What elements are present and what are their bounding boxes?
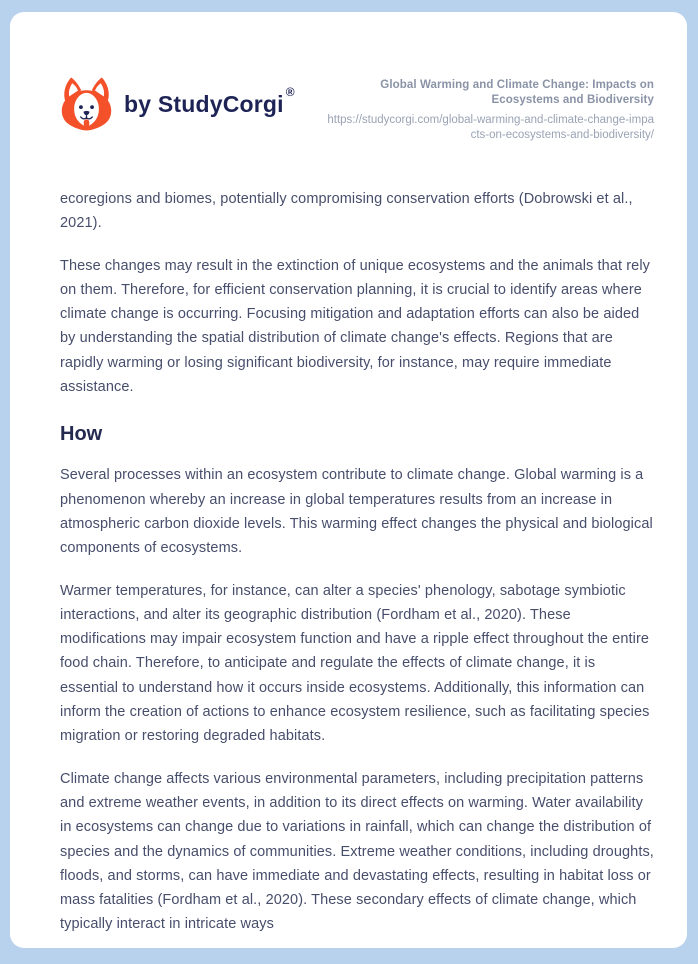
paragraph-conservation-efforts: ecoregions and biomes, potentially compromising conservation efforts (Dobrowski et al., 2021). — [60, 191, 633, 232]
registered-trademark-symbol: ® — [285, 85, 295, 99]
section-heading-how: How — [60, 423, 103, 446]
document-header — [60, 72, 654, 143]
studycorgi-logo — [60, 76, 295, 133]
document-card — [10, 12, 687, 948]
corgi-logo-icon — [60, 76, 113, 133]
document-body — [60, 187, 654, 937]
document-title: Global Warming and Climate Change: Impacts on Ecosystems and Biodiversity — [380, 79, 654, 106]
document-meta — [322, 72, 654, 143]
brand-name: by StudyCorgi — [124, 91, 284, 117]
paragraph-environmental-parameters: Climate change affects various environmental parameters, including precipitation patterns and extreme weather events, in addition to its direct effects on warming. Water availability in ecosystems can change due to variations in rainfall, which can change the distribution of species and the dynamics of communities. Extreme weather conditions, including droughts, floods, and storms, can have immediate and devastating effects, resulting in habitat loss or mass fatalities (Fordham et al., 2020). These secondary effects of climate change, which typically interact in intricate ways — [60, 770, 654, 933]
paragraph-warmer-temperatures: Warmer temperatures, for instance, can alter a species' phenology, sabotage symbiotic interactions, and alter its geographic distribution (Fordham et al., 2020). These modifications may impair ecosystem function and have a ripple effect throughout the entire food chain. Therefore, to anticipate and regulate the effects of climate change, it is essential to understand how it occurs inside ecosystems. Additionally, this information can inform the creation of actions to enhance ecosystem resilience, such as facilitating species migration or restoring degraded habitats. — [60, 582, 650, 745]
paragraph-extinction-planning: These changes may result in the extinction of unique ecosystems and the animals that rely on them. Therefore, for efficient conservation planning, it is crucial to identify areas where climate change is occurring. Focusing mitigation and adaptation efforts can also be aided by understanding the spatial distribution of climate change's effects. Regions that are rapidly warming or losing significant biodiversity, for instance, may require immediate assistance. — [60, 257, 651, 396]
paragraph-global-warming-definition: Several processes within an ecosystem contribute to climate change. Global warming is a phenomenon whereby an increase in global temperatures results from an increase in atmospheric carbon dioxide levels. This warming effect changes the physical and biological components of ecosystems. — [60, 467, 653, 557]
brand-text — [124, 85, 295, 118]
document-url-link[interactable]: https://studycorgi.com/global-warming-and-climate-change-impacts-on-ecosystems-and-biodiversity/ — [327, 114, 654, 141]
